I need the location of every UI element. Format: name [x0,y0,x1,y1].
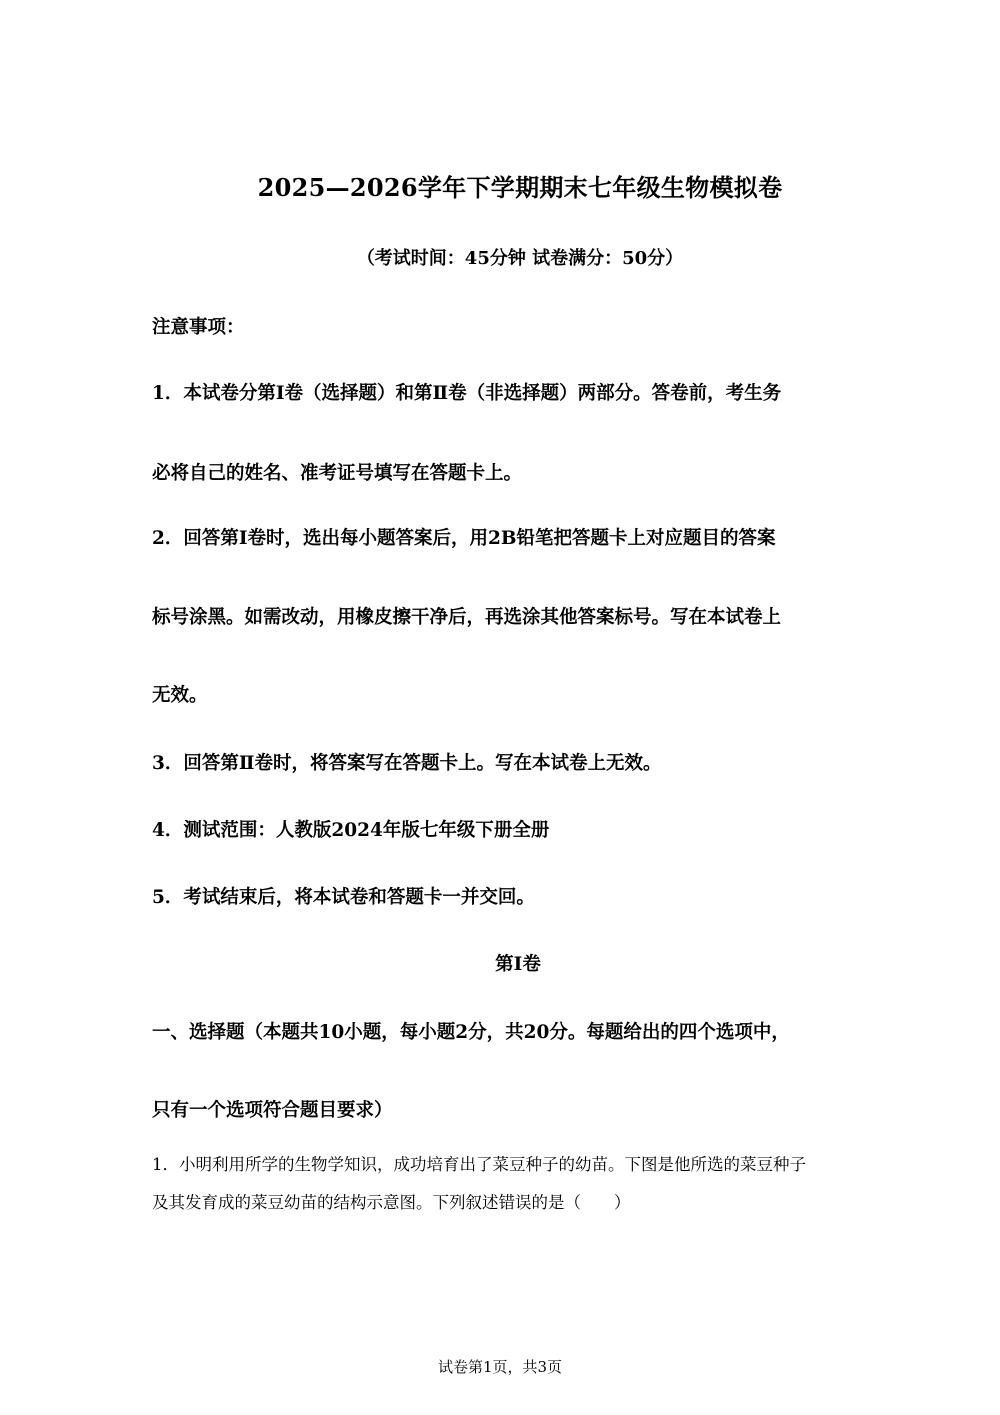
notice-heading: 注意事项： [152,317,245,338]
volume-heading: 第Ⅰ卷 [495,954,541,975]
question-text-line: 1．小明利用所学的生物学知识，成功培育出了菜豆种子的幼苗。下图是他所选的菜豆种子 [152,1155,806,1174]
notice-line: 必将自己的姓名、准考证号填写在答题卡上。 [152,463,523,484]
notice-line: 3．回答第Ⅱ卷时，将答案写在答题卡上。写在本试卷上无效。 [152,753,662,774]
notice-line: 4．测试范围：人教版2024年版七年级下册全册 [152,820,550,841]
notice-line: 无效。 [152,685,208,706]
question-text-line: 及其发育成的菜豆幼苗的结构示意图。下列叙述错误的是（ ） [152,1193,631,1212]
notice-line: 2．回答第Ⅰ卷时，选出每小题答案后，用2B铅笔把答题卡上对应题目的答案 [152,528,776,549]
page-title: 2025—2026学年下学期期末七年级生物模拟卷 [257,173,783,202]
notice-line: 5．考试结束后，将本试卷和答题卡一并交回。 [152,887,535,908]
page-footer: 试卷第1页，共3页 [437,1358,563,1376]
notice-line: 1．本试卷分第Ⅰ卷（选择题）和第Ⅱ卷（非选择题）两部分。答卷前，考生务 [152,383,782,404]
section-heading-line: 一、选择题（本题共10小题，每小题2分，共20分。每题给出的四个选项中， [152,1022,790,1043]
exam-info-subtitle: （考试时间：45分钟 试卷满分：50分） [356,248,684,269]
section-heading-line: 只有一个选项符合题目要求） [152,1100,393,1121]
notice-line: 标号涂黑。如需改动，用橡皮擦干净后，再选涂其他答案标号。写在本试卷上 [152,607,782,628]
